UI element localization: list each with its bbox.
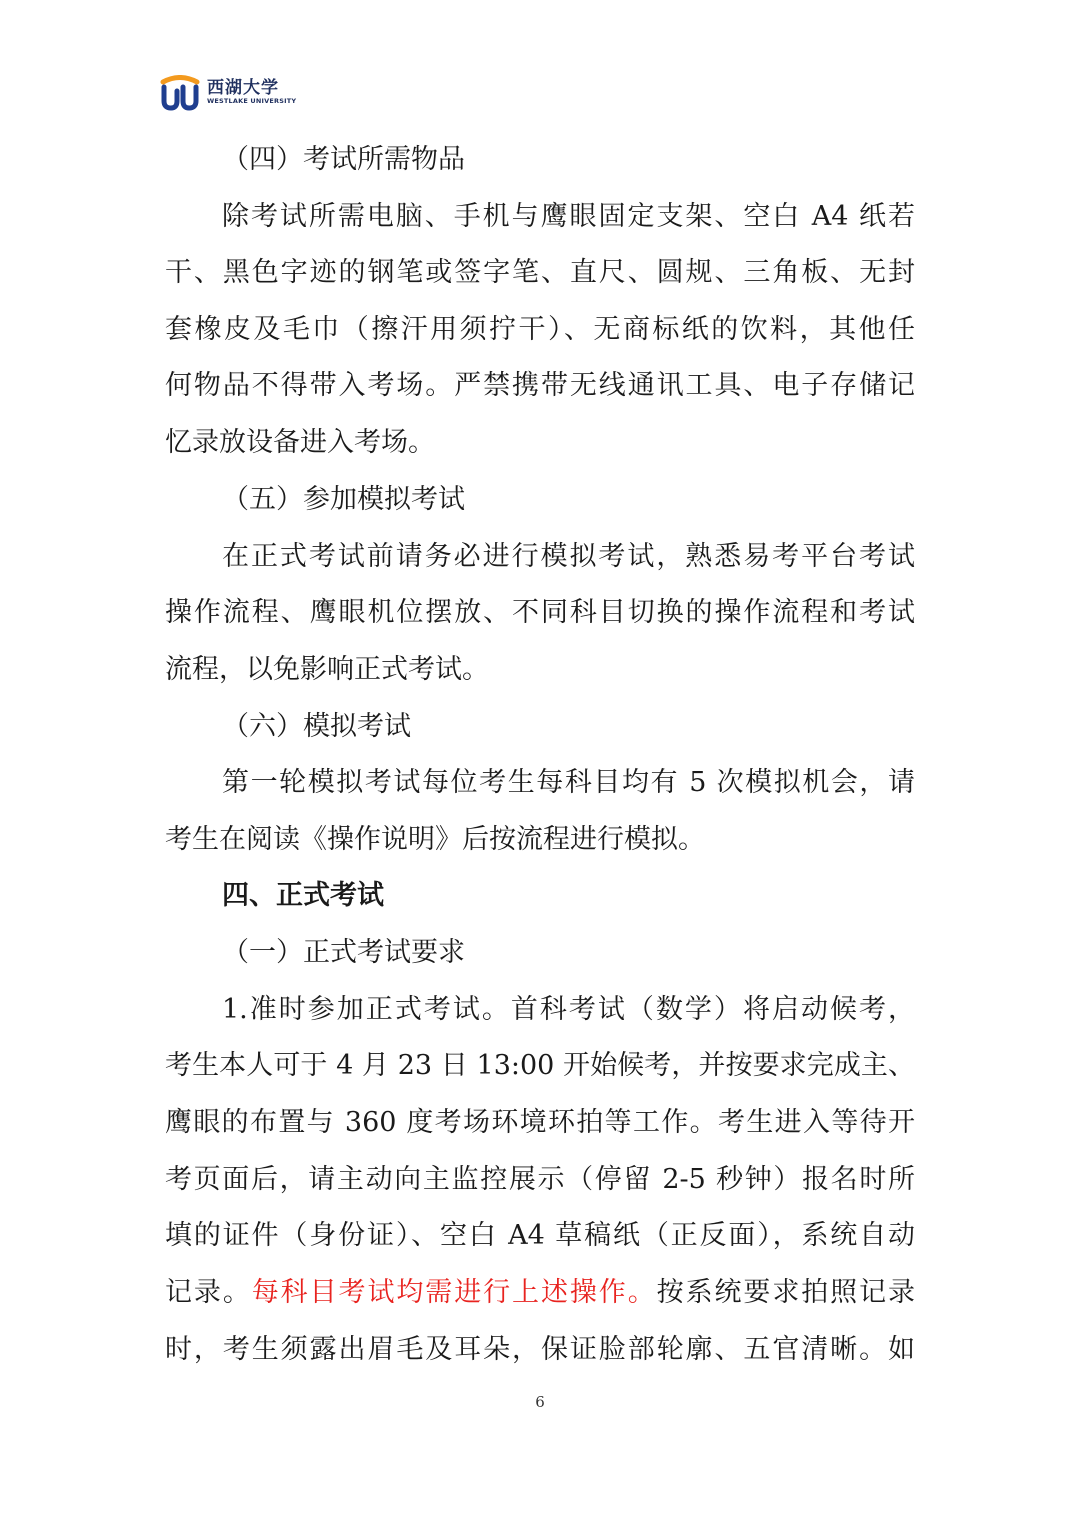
paragraph-line: 填的证件（身份证）、空白 A4 草稿纸（正反面），系统自动 — [165, 1220, 915, 1251]
paragraph-line: 考生在阅读《操作说明》后按流程进行模拟。 — [165, 824, 705, 855]
heading-section-4: （四）考试所需物品 — [222, 144, 465, 175]
heading-formal-exam-requirements: （一）正式考试要求 — [222, 937, 465, 968]
westlake-university-logo — [160, 73, 300, 117]
heading-section-5: （五）参加模拟考试 — [222, 484, 465, 515]
paragraph-line: 除考试所需电脑、手机与鹰眼固定支架、空白 A4 纸若 — [222, 201, 915, 232]
paragraph-line: 1.准时参加正式考试。首科考试（数学）将启动候考， — [222, 994, 915, 1025]
page-number: 6 — [535, 1393, 545, 1411]
paragraph-line: 在正式考试前请务必进行模拟考试，熟悉易考平台考试 — [222, 541, 915, 572]
paragraph-line: 套橡皮及毛巾（擦汗用须拧干）、无商标纸的饮料，其他任 — [165, 314, 915, 345]
logo-chinese-name: 西湖大学 — [207, 78, 279, 98]
paragraph-line: 第一轮模拟考试每位考生每科目均有 5 次模拟机会，请 — [222, 767, 915, 798]
paragraph-line-with-highlight — [165, 1273, 915, 1313]
paragraph-line: 忆录放设备进入考场。 — [165, 427, 435, 458]
paragraph-line: 流程，以免影响正式考试。 — [165, 654, 489, 685]
paragraph-line: 操作流程、鹰眼机位摆放、不同科目切换的操作流程和考试 — [165, 597, 915, 628]
paragraph-line: 何物品不得带入考场。严禁携带无线通讯工具、电子存储记 — [165, 370, 915, 401]
text-segment: 按系统要求拍照记录 — [656, 1277, 916, 1308]
paragraph-line: 鹰眼的布置与 360 度考场环境环拍等工作。考生进入等待开 — [165, 1107, 915, 1138]
westlake-logo-icon — [160, 75, 200, 111]
heading-section-6: （六）模拟考试 — [222, 711, 411, 742]
heading-formal-exam: 四、正式考试 — [222, 880, 384, 911]
text-segment: 记录。 — [165, 1277, 252, 1308]
paragraph-line: 考页面后，请主动向主监控展示（停留 2-5 秒钟）报名时所 — [165, 1164, 915, 1195]
paragraph-line: 时，考生须露出眉毛及耳朵，保证脸部轮廓、五官清晰。如 — [165, 1334, 915, 1365]
logo-english-name: WESTLAKE UNIVERSITY — [207, 97, 297, 105]
paragraph-line: 考生本人可于 4 月 23 日 13:00 开始候考，并按要求完成主、 — [165, 1050, 915, 1081]
paragraph-line: 干、黑色字迹的钢笔或签字笔、直尺、圆规、三角板、无封 — [165, 257, 915, 288]
highlighted-notice: 每科目考试均需进行上述操作。 — [251, 1277, 657, 1308]
